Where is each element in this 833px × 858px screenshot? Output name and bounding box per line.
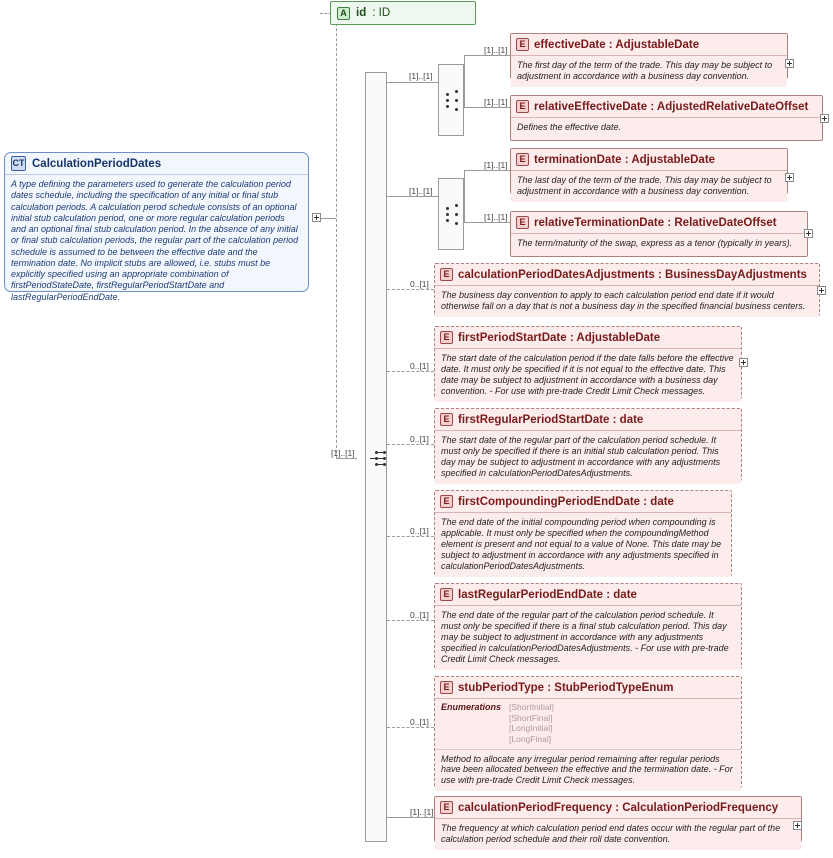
enumerations-block [435, 699, 741, 750]
connector [336, 458, 357, 459]
expander-relativeeffectivedate[interactable] [820, 114, 829, 123]
cardinality-termination-choice: [1]..[1] [409, 186, 433, 196]
connector [387, 444, 434, 445]
connector [464, 170, 465, 222]
element-description: The business day convention to apply to each calculation period end date if it would otherwise fall on a day that is not a business day in the specified financial business centers. [435, 286, 819, 317]
element-description: Method to allocate any irregular period remaining after regular periods have been allocated between the effective and the termination date. - For use with pre-trade Credit Limit Check messages. [435, 750, 741, 792]
element-icon: E [440, 681, 453, 694]
connector [464, 222, 510, 223]
connector [464, 170, 510, 171]
element-node-effectivedate[interactable] [510, 33, 788, 79]
cardinality-node-2: [1]..[1] [484, 160, 508, 170]
cardinality-main-sequence: [1]..[1] [331, 448, 355, 458]
element-header [511, 149, 787, 171]
element-title: firstCompoundingPeriodEndDate : date [458, 495, 674, 508]
expander-effectivedate[interactable] [785, 59, 794, 68]
expander-terminationdate[interactable] [785, 173, 794, 182]
element-header [511, 96, 822, 118]
complextype-header [5, 153, 308, 175]
element-icon: E [440, 331, 453, 344]
sequence-icon-main [370, 448, 390, 468]
connector [387, 371, 434, 372]
complextype-icon: CT [11, 156, 26, 171]
cardinality-node-4: 0..[1] [410, 279, 429, 289]
enumeration-item: [ShortFinal] [509, 712, 553, 723]
enumeration-item: [LongFinal] [509, 733, 552, 744]
element-icon: E [516, 100, 529, 113]
connector [387, 536, 434, 537]
cardinality-node-0: [1]..[1] [484, 45, 508, 55]
element-header [511, 212, 807, 234]
element-icon: E [516, 38, 529, 51]
element-title: effectiveDate : AdjustableDate [534, 38, 700, 51]
connector [464, 55, 510, 56]
element-title: firstRegularPeriodStartDate : date [458, 413, 644, 426]
complextype-title: CalculationPeriodDates [32, 157, 162, 170]
element-title: calculationPeriodDatesAdjustments : BusinessDayAdjustments [458, 268, 807, 281]
expander-firstperiodstartdate[interactable] [739, 358, 748, 367]
element-node-terminationdate[interactable] [510, 148, 788, 194]
element-icon: E [440, 413, 453, 426]
cardinality-effective-choice: [1]..[1] [409, 71, 433, 81]
element-node-calculationperiodfrequency[interactable] [434, 796, 802, 842]
complextype-node-calculationperioddates[interactable] [4, 152, 309, 302]
element-description: The start date of the regular part of the calculation period schedule. It must only be specified if there is an initial stub calculation period. This day may be subject to adjustment in accordance with any adjustments specified in calculationPeriodDatesAdjustments. [435, 431, 741, 484]
cardinality-node-10: [1]..[1] [410, 807, 434, 817]
cardinality-node-8: 0..[1] [410, 610, 429, 620]
choice-compositor-effective [438, 64, 464, 136]
cardinality-node-1: [1]..[1] [484, 97, 508, 107]
element-header [435, 491, 731, 513]
element-icon: E [516, 153, 529, 166]
element-node-relativeterminationdate[interactable] [510, 211, 808, 257]
expander-calculationperioddatesadjustments[interactable] [817, 286, 826, 295]
element-description: The last day of the term of the trade. This day may be subject to adjustment in accordance with a business day convention. [511, 171, 787, 202]
element-node-firstperiodstartdate[interactable] [434, 326, 742, 399]
element-description: The end date of the regular part of the calculation period schedule. It must only be specified if there is a final stub calculation period. This day may be subject to adjustment in accordance with any adjustments specified in calculationPeriodDatesAdjustments. - For use with pre-trade Credit Limit Check messages. [435, 606, 741, 670]
enumeration-item: [LongInitial] [509, 723, 553, 734]
connector [387, 817, 434, 818]
enumeration-item: [ShortInitial] [509, 702, 554, 712]
cardinality-node-6: 0..[1] [410, 434, 429, 444]
element-header [435, 327, 741, 349]
expander-relativeterminationdate[interactable] [804, 229, 813, 238]
connector [387, 196, 438, 197]
element-description: Defines the effective date. [511, 118, 822, 138]
attribute-node-id[interactable] [330, 1, 476, 25]
expander-calculationperiodfrequency[interactable] [793, 821, 802, 830]
element-node-calculationperioddatesadjustments[interactable] [434, 263, 820, 316]
element-node-firstcompoundingperiodenddate[interactable] [434, 490, 732, 576]
element-icon: E [440, 268, 453, 281]
cardinality-node-3: [1]..[1] [484, 212, 508, 222]
element-title: firstPeriodStartDate : AdjustableDate [458, 331, 661, 344]
element-header [435, 797, 801, 819]
cardinality-node-7: 0..[1] [410, 526, 429, 536]
element-title: stubPeriodType : StubPeriodTypeEnum [458, 681, 674, 694]
attribute-name: id [356, 7, 367, 19]
connector [387, 620, 434, 621]
connector [464, 107, 510, 108]
expander-root[interactable] [312, 213, 321, 222]
element-header [435, 264, 819, 286]
element-description: The start date of the calculation period if the date falls before the effective date. It must only be specified if it is not equal to the effective date. This date may be subject to adjustment in accordance with a business day convention. - For use with pre-trade Credit Limit Check messages. [435, 349, 741, 402]
connector [387, 727, 434, 728]
element-header [435, 409, 741, 431]
cardinality-node-9: 0..[1] [410, 717, 429, 727]
element-title: lastRegularPeriodEndDate : date [458, 588, 637, 601]
enumerations-values [509, 702, 554, 745]
element-title: terminationDate : AdjustableDate [534, 153, 716, 166]
element-title: relativeEffectiveDate : AdjustedRelativeDateOffset [534, 100, 809, 113]
attribute-icon: A [337, 7, 350, 20]
element-icon: E [440, 588, 453, 601]
element-description: The end date of the initial compounding period when compounding is applicable. It must only be specified when the compoundingMethod element is present and not equal to a value of None. This date may be subject to adjustment in accordance with any adjustments specified in calculationPeriodDatesAdjustments. [435, 513, 731, 577]
element-icon: E [516, 216, 529, 229]
element-header [511, 34, 787, 56]
element-title: calculationPeriodFrequency : CalculationPeriodFrequency [458, 801, 779, 814]
complextype-description: A type defining the parameters used to generate the calculation period dates schedule, including the specification of any initial or final stub calculation periods. A calculation perod schedule consists of an optional initial stub calculation period, one or more regular calculation periods and an optional final stub calculation period. In the absence of any initial or final stub calculation periods, the regular part of the calculation period schedule is assumed to be between the effective date and the termination date. No implicit stubs are allowed, i.e. stubs must be explicitly specified using an appropriate combination of firstPeriodStateDate, firstRegularPeriodStartDate and lastRegularPeriodEndDate. [11, 179, 299, 302]
element-description: The first day of the term of the trade. This day may be subject to adjustment in accordance with a business day convention. [511, 56, 787, 87]
element-icon: E [440, 801, 453, 814]
element-node-stubperiodtype[interactable] [434, 676, 742, 788]
cardinality-node-5: 0..[1] [410, 361, 429, 371]
element-description: The frequency at which calculation period end dates occur with the regular part of the calculation period schedule and their roll date convention. [435, 819, 801, 850]
element-icon: E [440, 495, 453, 508]
element-header [435, 584, 741, 606]
element-node-relativeeffectivedate[interactable] [510, 95, 823, 141]
element-title: relativeTerminationDate : RelativeDateOffset [534, 216, 777, 229]
element-description: The term/maturity of the swap, express as a tenor (typically in years). [511, 234, 807, 254]
attribute-type: : ID [372, 7, 391, 19]
element-node-firstregularperiodstartdate[interactable] [434, 408, 742, 481]
connector [387, 289, 434, 290]
connector [387, 82, 438, 83]
connector [336, 13, 337, 458]
element-header [435, 677, 741, 699]
enumerations-label: Enumerations [441, 702, 502, 712]
connector [464, 55, 465, 107]
choice-compositor-termination [438, 178, 464, 250]
element-node-lastregularperiodenddate[interactable] [434, 583, 742, 669]
